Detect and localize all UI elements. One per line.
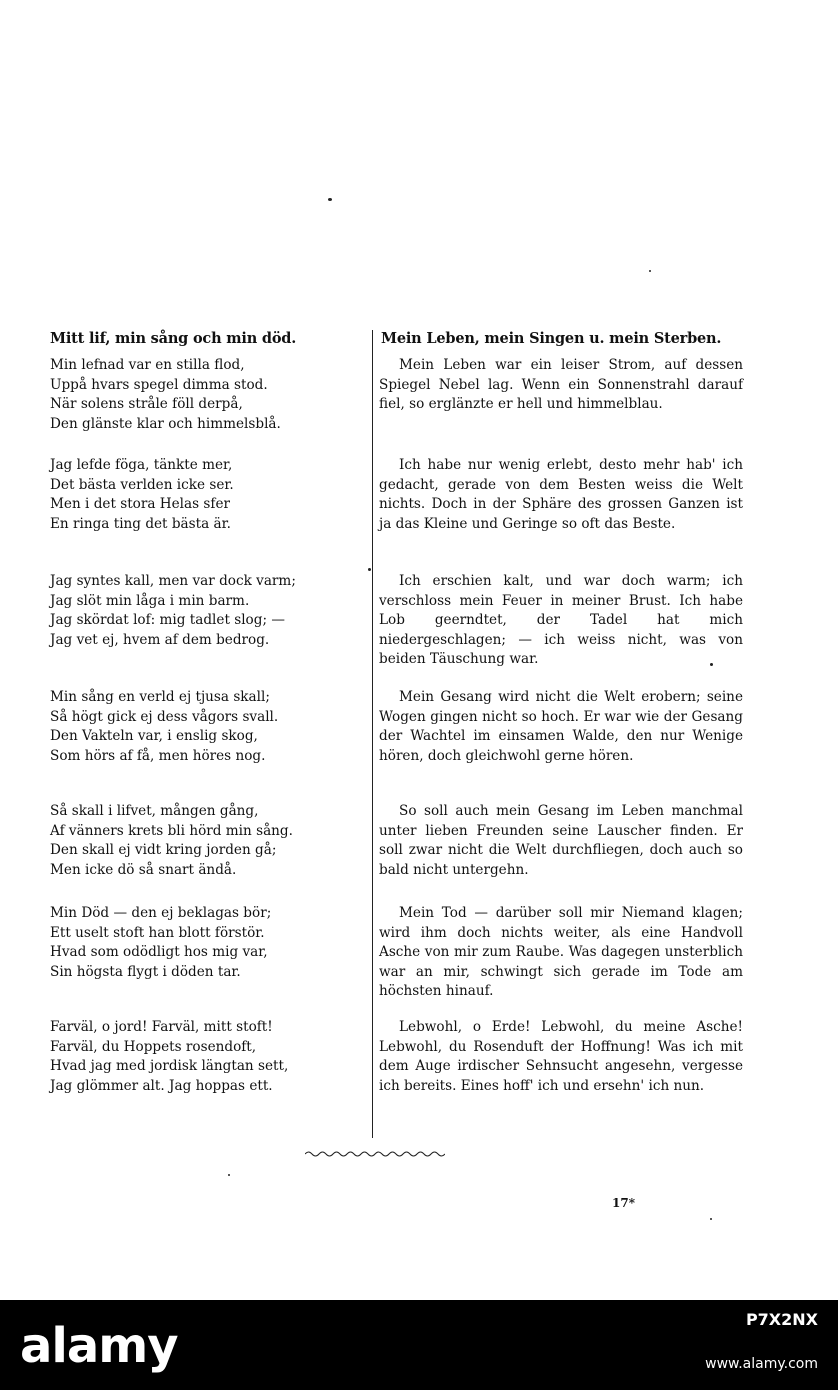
german-paragraph-7 — [379, 1018, 743, 1096]
poem-line: När solens stråle föll derpå, — [50, 396, 243, 413]
poem-line: Jag lefde föga, tänkte mer, — [50, 457, 233, 473]
poem-line: Jag glömmer alt. Jag hoppas ett. — [50, 1077, 273, 1094]
page-speck — [710, 1218, 712, 1220]
poem-line: Men i det stora Helas sfer — [50, 496, 230, 513]
paragraph-text: Mein Gesang wird nicht die Welt erobern; seine Wogen gingen nicht so hoch. Er war wie der Gesang der Wachtel im einsamen Walde, den nur Wenige hören, doch gleichwohl gerne hören. — [379, 689, 743, 764]
german-paragraph-6 — [379, 904, 743, 1002]
poem-line: Som hörs af få, men höres nog. — [50, 747, 266, 764]
poem-line: Jag slöt min låga i min barm. — [50, 592, 250, 609]
alamy-logo: alamy — [20, 1318, 178, 1374]
poem-line: Det bästa verlden icke ser. — [50, 476, 234, 493]
poem-line: Hvad jag med jordisk längtan sett, — [50, 1058, 289, 1075]
poem-line: Jag skördat lof: mig tadlet slog; — — [50, 612, 285, 629]
poem-line: Af vänners krets bli hörd min sång. — [50, 822, 293, 839]
swedish-stanza-2 — [50, 456, 234, 534]
german-paragraph-4 — [379, 688, 743, 766]
swedish-stanza-3 — [50, 572, 296, 650]
swedish-poem-title: Mitt lif, min sång och min död. — [50, 330, 297, 347]
page-speck — [649, 270, 651, 272]
poem-line: Så skall i lifvet, mången gång, — [50, 803, 259, 819]
poem-line: Uppå hvars spegel dimma stod. — [50, 376, 268, 393]
paragraph-text: Lebwohl, o Erde! Lebwohl, du meine Asche! Lebwohl, du Rosenduft der Hoffnung! Was ich mit dem Auge irdischer Sehnsucht angesehn, vergesse ich bereits. Eines hoff' ich und ersehn' ich nun. — [379, 1019, 743, 1094]
swedish-poem-column — [50, 330, 350, 1094]
poem-line: Hvad som odödligt hos mig var, — [50, 944, 268, 961]
german-translation-column — [372, 330, 751, 1138]
wavy-divider — [305, 1150, 445, 1158]
paragraph-text: Mein Tod — darüber soll mir Niemand klagen; wird ihm doch nichts weiter, als eine Handvoll Asche von mir zum Raube. Was dagegen unsterblich war an mir, schwingt sich gerade im Tode am höchsten hinauf. — [379, 905, 743, 1000]
poem-line: En ringa ting det bästa är. — [50, 515, 231, 532]
paragraph-text: Mein Leben war ein leiser Strom, auf dessen Spiegel Nebel lag. Wenn ein Sonnenstrahl darauf fiel, so erglänzte er hell und himmelblau. — [379, 357, 743, 413]
german-translation-title: Mein Leben, mein Singen u. mein Sterben. — [381, 330, 722, 347]
paragraph-text: Ich habe nur wenig erlebt, desto mehr hab' ich gedacht, gerade von dem Besten weiss die Welt nichts. Doch in der Sphäre des grossen Ganzen ist ja das Kleine und Geringe so oft das Beste. — [379, 457, 743, 532]
watermark-banner — [0, 1300, 838, 1390]
poem-line: Sin högsta flygt i döden tar. — [50, 963, 241, 980]
paragraph-text: So soll auch mein Gesang im Leben manchmal unter lieben Freunden seine Lauscher finden. Er soll zwar nicht die Welt durchfliegen, doch auch so bald nicht untergehn. — [379, 803, 743, 878]
poem-line: Farväl, du Hoppets rosendoft, — [50, 1038, 257, 1055]
swedish-stanza-6 — [50, 904, 271, 982]
poem-line: Min Död — den ej beklagas bör; — [50, 905, 272, 921]
paragraph-text: Ich erschien kalt, und war doch warm; ich verschloss mein Feuer in meiner Brust. Ich habe Lob geerndtet, der Tadel hat mich niedergeschlagen; — ich weiss nicht, was von beiden Täuschung war. — [379, 573, 743, 668]
poem-line: Men icke dö så snart ändå. — [50, 861, 237, 878]
page-speck — [368, 568, 371, 571]
swedish-stanza-4 — [50, 688, 278, 766]
poem-line: Jag vet ej, hvem af dem bedrog. — [50, 631, 270, 648]
poem-line: Så högt gick ej dess vågors svall. — [50, 708, 279, 725]
german-paragraph-1 — [379, 356, 743, 415]
swedish-stanza-7 — [50, 1018, 288, 1096]
poem-line: Den glänste klar och himmelsblå. — [50, 415, 281, 432]
poem-line: Min sång en verld ej tjusa skall; — [50, 689, 270, 705]
swedish-stanza-5 — [50, 802, 293, 880]
page-speck — [228, 1174, 230, 1176]
poem-line: Farväl, o jord! Farväl, mitt stoft! — [50, 1019, 273, 1035]
poem-line: Ett uselt stoft han blott förstör. — [50, 924, 265, 941]
german-paragraph-2 — [379, 456, 743, 534]
poem-line: Min lefnad var en stilla flod, — [50, 357, 245, 373]
page-speck — [328, 198, 332, 201]
german-paragraph-3 — [379, 572, 743, 670]
swedish-stanza-1 — [50, 356, 281, 434]
page-number: 17* — [612, 1196, 635, 1210]
german-paragraph-5 — [379, 802, 743, 880]
poem-line: Den skall ej vidt kring jorden gå; — [50, 842, 277, 859]
poem-line: Jag syntes kall, men var dock varm; — [50, 573, 296, 589]
poem-line: Den Vakteln var, i enslig skog, — [50, 728, 258, 745]
image-id: P7X2NX — [745, 1310, 818, 1329]
site-url: www.alamy.com — [705, 1356, 818, 1372]
